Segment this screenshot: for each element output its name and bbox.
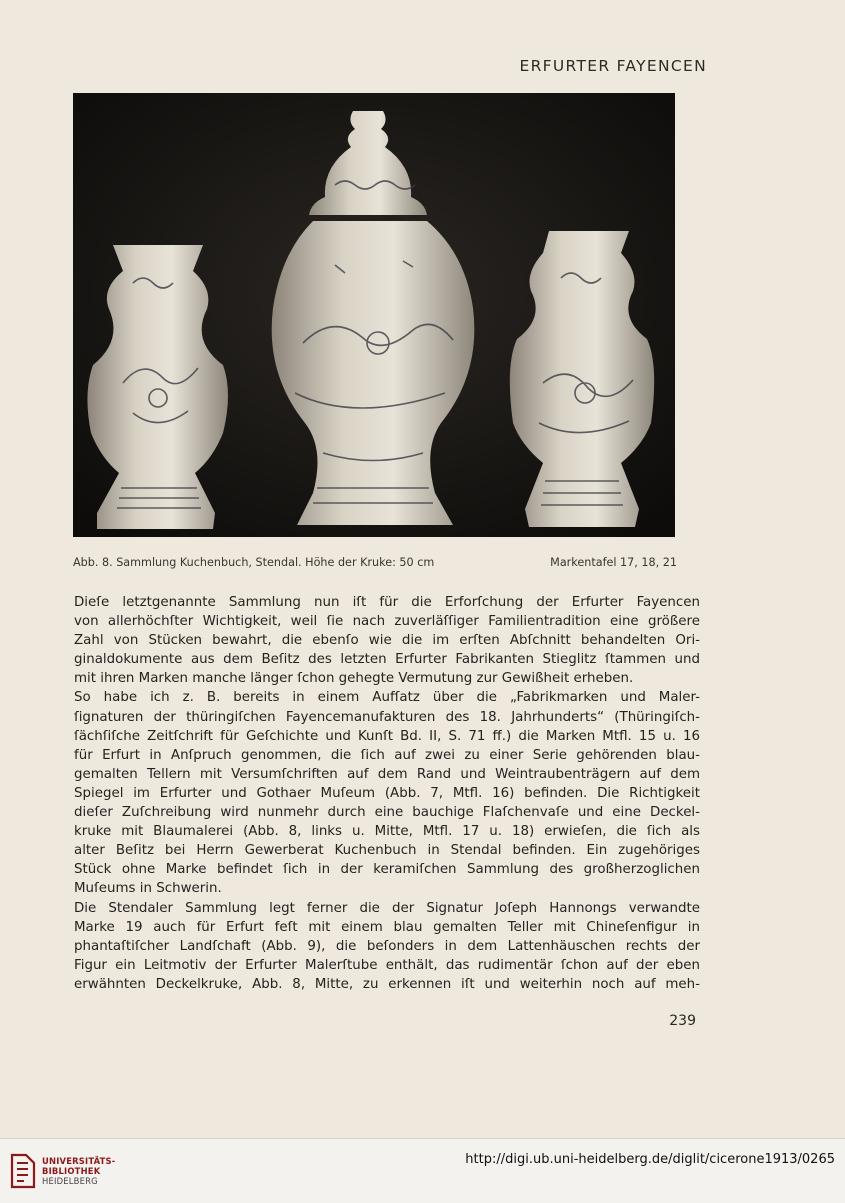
library-logo[interactable]: [8, 1149, 118, 1193]
text-line: für Erfurt in Anſpruch genommen, die ſich auf zwei zu einer Serie gehörenden blau-: [74, 747, 700, 763]
text-line: alter Beſitz bei Herrn Gewerberat Kuchenbuch in Stendal befinden. Ein zugehöriges: [74, 843, 700, 859]
text-line: mit ihren Marken manche länger ſchon gehegte Vermutung zur Gewißheit erheben.: [74, 671, 634, 687]
text-line: dieſer Zuſchreibung wird nunmehr durch eine bauchige Flaſchenvaſe und eine Deckel-: [74, 805, 700, 821]
text-line: von allerhöchſter Wichtigkeit, weil ſie nach zuverläſſiger Familientradition eine größere: [74, 614, 700, 630]
source-url-link[interactable]: http://digi.ub.uni-heidelberg.de/diglit/cicerone1913/0265: [465, 1152, 835, 1167]
text-line: Dieſe letztgenannte Sammlung nun iſt für die Erforſchung der Erfurter Fayencen: [74, 595, 700, 610]
text-line: kruke mit Blaumalerei (Abb. 8, links u. Mitte, Mtfl. 17 u. 18) erwieſen, die ſich als: [74, 824, 700, 840]
vases-photo: [73, 93, 675, 537]
text-line: phantaſtiſcher Landſchaft (Abb. 9), die beſonders in dem Lattenhäuschen rechts der: [74, 938, 700, 954]
text-line: erwähnten Deckelkruke, Abb. 8, Mitte, zu erkennen iſt und weiterhin noch auf meh-: [74, 976, 700, 992]
text-line: Stück ohne Marke befindet ſich in der keramiſchen Sammlung des großherzoglichen: [74, 862, 700, 878]
paragraph: [48, 899, 700, 994]
library-logo-text: [42, 1156, 115, 1186]
text-line: Spiegel im Erfurter und Gothaer Muſeum (Abb. 7, Mtfl. 16) befinden. Die Richtigkeit: [74, 785, 700, 801]
footer-bar: [0, 1138, 845, 1203]
figure-caption: [73, 556, 677, 569]
text-line: Zahl von Stücken bewahrt, die ebenſo wie die im erſten Abſchnitt behandelten Ori-: [74, 633, 700, 649]
caption-left: Abb. 8. Sammlung Kuchenbuch, Stendal. Höhe der Kruke: 50 cm: [73, 556, 435, 569]
text-line: Figur ein Leitmotiv der Erfurter Malerſtube enthält, das rudimentär ſchon auf der eben: [74, 957, 700, 973]
paragraph: [48, 593, 700, 688]
page-number: 239: [669, 1013, 696, 1029]
text-line: ſächſiſche Zeitſchrift für Geſchichte und Kunſt Bd. II, S. 71 ff.) die Marken Mtfl. 15 u. 16: [74, 728, 700, 744]
text-line: gemalten Tellern mit Versumſchriften auf dem Rand und Weintraubenträgern auf dem: [74, 766, 700, 782]
caption-right: Markentafel 17, 18, 21: [550, 556, 677, 569]
logo-line-2: BIBLIOTHEK: [42, 1166, 101, 1176]
library-logo-icon: [8, 1151, 38, 1191]
text-line: ginaldokumente aus dem Beſitz des letzten Erfurter Fabrikanten Stieglitz ſtammen und: [74, 652, 700, 668]
text-line: So habe ich z. B. bereits in einem Aufſatz über die „Fabrikmarken und Maler-: [74, 690, 700, 706]
text-line: Die Stendaler Sammlung legt ferner die der Signatur Joſeph Hannongs verwandte: [74, 900, 700, 916]
text-line: Muſeums in Schwerin.: [74, 881, 222, 897]
logo-line-1: UNIVERSITÄTS-: [42, 1156, 116, 1166]
text-line: Marke 19 auch für Erfurt feſt mit einem blau gemalten Teller mit Chineſenfigur in: [74, 919, 700, 935]
paragraph: [48, 688, 700, 898]
logo-line-3: HEIDELBERG: [42, 1176, 98, 1186]
figure-photograph: [73, 93, 675, 537]
running-title: ERFURTER FAYENCEN: [519, 57, 707, 75]
text-line: ſignaturen der thüringiſchen Fayencemanufakturen des 18. Jahrhunderts“ (Thüringiſch-: [74, 709, 700, 725]
body-text: [48, 593, 700, 994]
